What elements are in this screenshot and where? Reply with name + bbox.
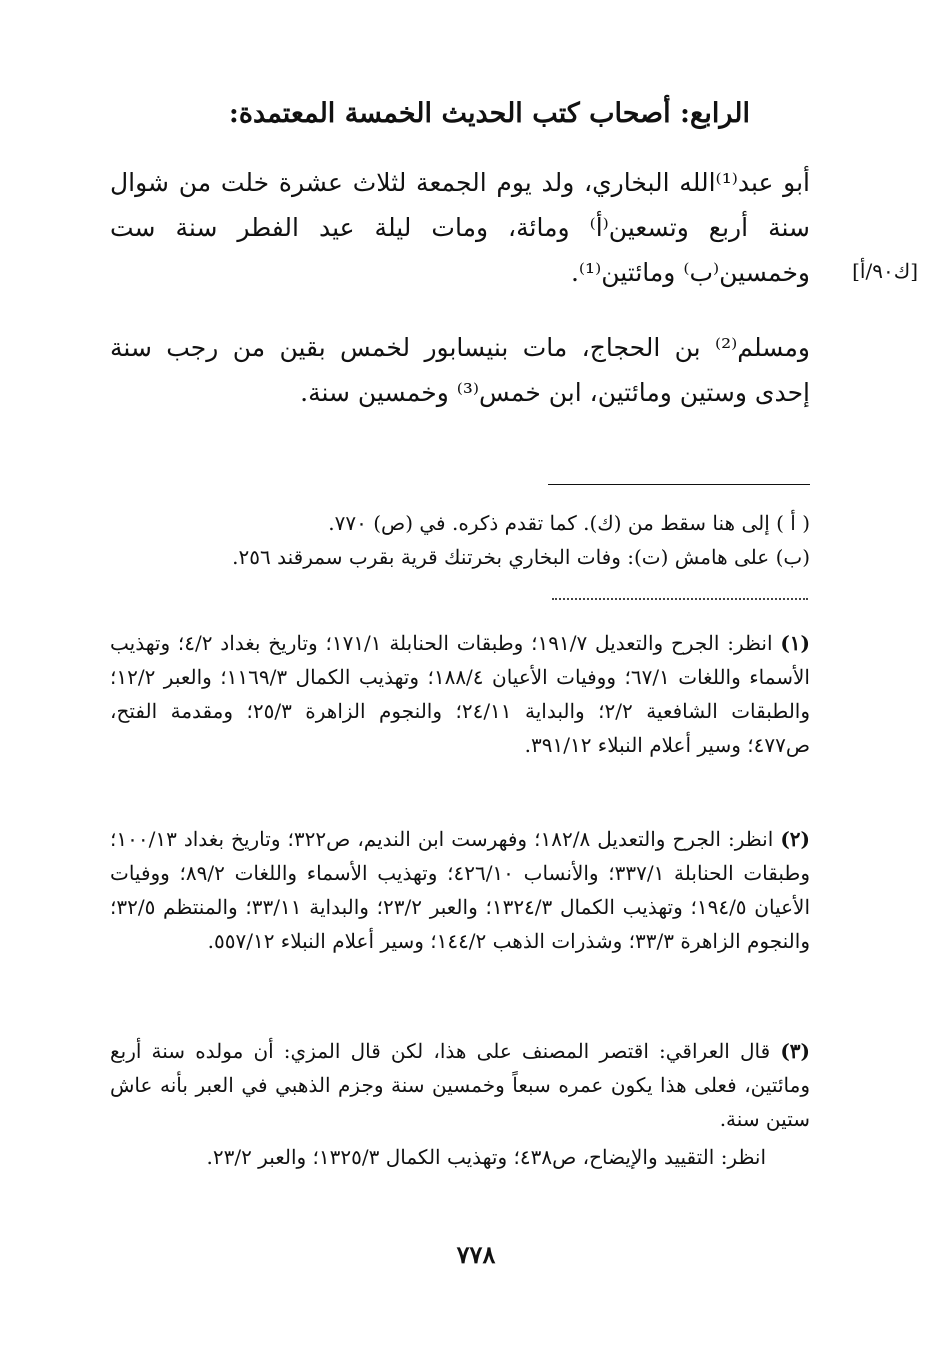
- footnote-3-text-continued: انظر: التقييد والإيضاح، ص٤٣٨؛ وتهذيب الكمال ١٣٢٥/٣؛ والعبر ٢٣/٢.: [206, 1145, 766, 1169]
- footnote-2-text: انظر: الجرح والتعديل ١٨٢/٨؛ وفهرست ابن النديم، ص٣٢٢؛ وتاريخ بغداد ١٠٠/١٣؛ وطبقات الحنابلة ٣٣٧/١؛ والأنساب ٤٢٦/١٠؛ وتهذيب الأسماء واللغات ٨٩/٢؛ ووفيات الأعيان ١٩٤/٥؛ وتهذيب الكمال ١٣٢٤/٣؛ والعبر ٢٣/٢؛ والبداية ٣٣/١١؛ والمنتظم ٣٢/٥؛ والنجوم الزاهرة ٣٣/٣؛ وشذرات الذهب ١٤٤/٢؛ وسير أعلام النبلاء ٥٥٧/١٢.: [110, 827, 811, 953]
- footnote-3: [110, 1034, 810, 1136]
- variant-notes: [110, 506, 810, 574]
- footnote-1: [110, 626, 810, 762]
- footnote-2: [110, 822, 810, 958]
- footnote-separator: [548, 484, 810, 485]
- page-number: ٧٧٨: [456, 1240, 496, 1269]
- paragraph-bukhari-text: أبو عبد⁽¹⁾الله البخاري، ولد يوم الجمعة لثلاث عشرة خلت من شوال سنة أربع وتسعين⁽أ⁾ ومائة، ومات ليلة عيد الفطر سنة ست وخمسين⁽ب⁾ ومائتين⁽¹⁾.: [110, 168, 810, 287]
- variant-note-ba: (ب) على هامش (ت): وفات البخاري بخرتنك قرية بقرب سمرقند ٢٥٦.: [232, 545, 810, 569]
- manuscript-folio-marker: [ك٩٠/أ]: [852, 259, 918, 283]
- dotted-separator: [552, 598, 808, 600]
- footnote-3-references: [110, 1140, 810, 1174]
- paragraph-muslim: [110, 325, 810, 415]
- paragraph-muslim-text: ومسلم⁽²⁾ بن الحجاج، مات بنيسابور لخمس بقين من رجب سنة إحدى وستين ومائتين، ابن خمس⁽³⁾ وخمسين سنة.: [110, 333, 810, 407]
- footnote-2-number: (٢): [780, 827, 811, 851]
- footnote-1-text: انظر: الجرح والتعديل ١٩١/٧؛ وطبقات الحنابلة ١٧١/١؛ وتاريخ بغداد ٤/٢؛ وتهذيب الأسماء واللغات ٦٧/١؛ ووفيات الأعيان ١٨٨/٤؛ وتهذيب الكمال ١١٦٩/٣؛ والعبر ١٢/٢؛ والطبقات الشافعية ٢/٢؛ والبداية ٢٤/١١؛ والنجوم الزاهرة ٢٥/٣؛ ومقدمة الفتح، ص٤٧٧؛ وسير أعلام النبلاء ٣٩١/١٢.: [110, 631, 811, 757]
- variant-note-alif: ( أ ) إلى هنا سقط من (ك). كما تقدم ذكره. في (ص) ٧٧٠.: [328, 511, 810, 535]
- footnote-3-text: قال العراقي: اقتصر المصنف على هذا، لكن قال المزي: أن مولده سنة أربع ومائتين، فعلى هذا يكون عمره سبعاً وخمسين سنة وجزم الذهبي في العبر بأنه عاش ستين سنة.: [110, 1039, 810, 1131]
- footnote-1-number: (١): [780, 631, 811, 655]
- section-heading: الرابع: أصحاب كتب الحديث الخمسة المعتمدة:: [228, 98, 750, 129]
- paragraph-bukhari: [110, 160, 810, 295]
- footnote-3-number: (٣): [780, 1039, 811, 1063]
